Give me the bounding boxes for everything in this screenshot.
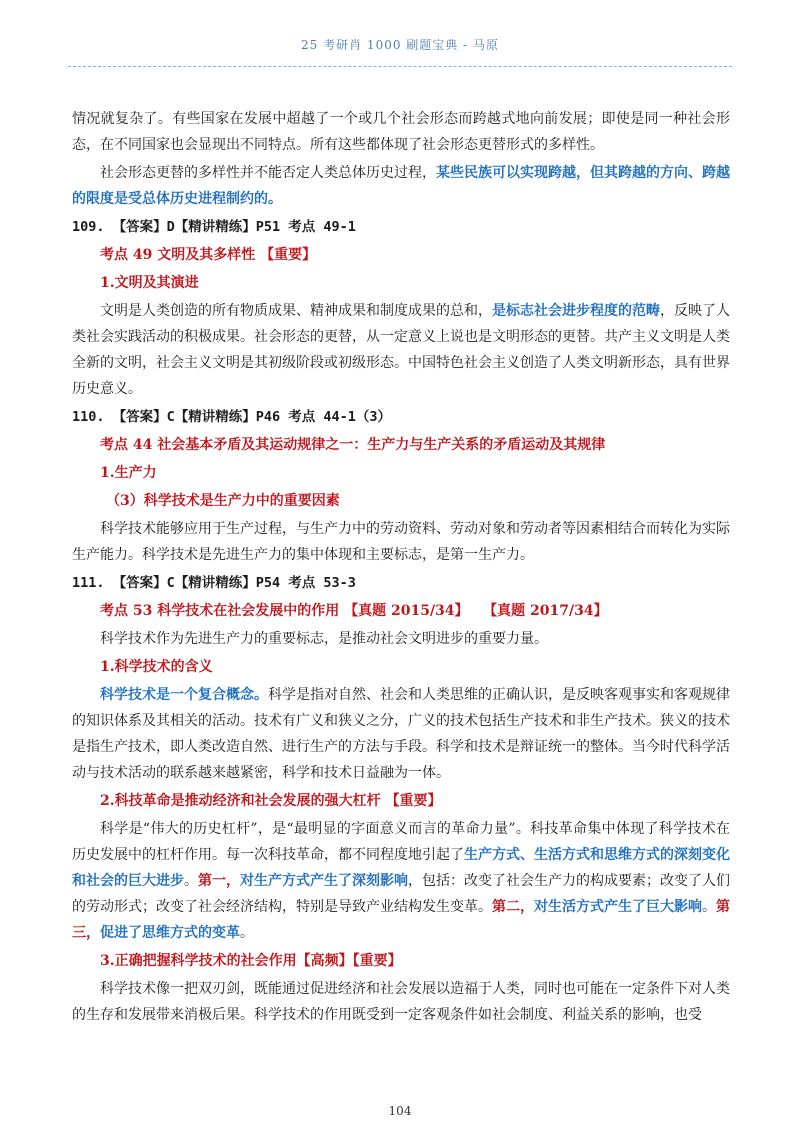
answer-line-109: 109. 【答案】D【精讲精练】P51 考点 49-1 — [72, 219, 356, 235]
importance-tag: 【重要】 — [352, 953, 402, 969]
subsection-heading: 1.文明及其演进 — [100, 275, 199, 291]
text: 社会形态更替的多样性并不能否定人类总体历史过程， — [100, 165, 436, 181]
subsection-heading: 1.生产力 — [100, 465, 157, 481]
text: ，反映了人类社会实践活动的积极成果。社会形态的更替，从一定意义上说也是文明形态的更替。共产主义文明是人类全新的文明，社会主义文明是其初级阶段或初级形态。中国特色社会主义创造了人类文明新形态，具有世界历史意义。 — [72, 303, 730, 397]
header-divider — [68, 66, 732, 67]
exam-tag: 【真题 2017/34】 — [483, 603, 608, 619]
paragraph: 科学技术作为先进生产力的重要标志，是推动社会文明进步的重要力量。 — [100, 631, 548, 647]
paragraph — [72, 298, 730, 402]
paragraph: 科学技术能够应用于生产过程，与生产力中的劳动资料、劳动对象和劳动者等因素相结合而转化为实际生产能力。科学技术是先进生产力的集中体现和主要标志，是第一生产力。 — [72, 521, 730, 563]
paragraph: 情况就复杂了。有些国家在发展中超越了一个或几个社会形态而跨越式地向前发展；即使是同一种社会形态，在不同国家也会显现出不同特点。所有这些都体现了社会形态更替形式的多样性。 — [72, 111, 730, 153]
highlight-text: 促进了思维方式的变革 — [100, 925, 240, 941]
subsection-heading — [100, 788, 730, 814]
page-header: 25 考研肖 1000 刷题宝典 - 马原 — [301, 38, 499, 52]
heading-text: 考点 53 科学技术在社会发展中的作用 — [100, 603, 345, 619]
highlight-text: 是标志社会进步程度的范畴 — [492, 303, 660, 319]
text: 科学是指对自然、社会和人类思维的正确认识，是反映客观事实和客观规律的知识体系及其相关的活动。技术有广义和狭义之分，广义的技术包括生产技术和非生产技术。狭义的技术是指生产技术，即人类改造自然、进行生产的方法与手段。科学和技术是辩证统一的整体。当今时代科学活动与技术活动的联系越来越紧密，科学和技术日益融为一体。 — [72, 687, 730, 781]
text: 科学是“伟大的历史杠杆”，是“最明显的字面意义而言的革命力量”。科技革命集中体现了科学技术在历史发展中的杠杆作用。每一次科技革命，都不同程度地引起了 — [72, 821, 730, 863]
subsection-heading — [100, 948, 730, 974]
text: 。 — [240, 925, 254, 941]
paragraph — [72, 682, 730, 786]
text: 。 — [702, 899, 716, 915]
paragraph — [72, 160, 730, 212]
highlight-text: 生产方式、生活方式和思维方式的深刻变化和社会的巨大进步 — [72, 847, 730, 889]
ordinal-text: 第一， — [198, 873, 240, 889]
text: ，包括：改变了社会生产力的构成要素；改变了人们的劳动形式；改变了社会经济结构，特别是导致产业结构发生变革。 — [72, 873, 730, 915]
text: 文明是人类创造的所有物质成果、精神成果和制度成果的总和， — [100, 303, 492, 319]
answer-line-110: 110. 【答案】C【精讲精练】P46 考点 44-1（3） — [72, 409, 392, 425]
highlight-text: 某些民族可以实现跨越，但其跨越的方向、跨越的限度是受总体历史进程制约的。 — [72, 165, 730, 207]
subsection-heading: （3）科学技术是生产力中的重要因素 — [106, 493, 340, 509]
heading-text: 2.科技革命是推动经济和社会发展的强大杠杆 — [100, 793, 386, 809]
subsection-heading: 1.科学技术的含义 — [100, 659, 213, 675]
importance-tag: 【重要】 — [385, 793, 442, 809]
heading-text: 考点 49 文明及其多样性 — [100, 247, 261, 263]
page-number: 104 — [388, 1104, 412, 1118]
section-heading — [100, 242, 730, 268]
answer-line-111: 111. 【答案】C【精讲精练】P54 考点 53-3 — [72, 575, 356, 591]
ordinal-text: 第三， — [72, 899, 730, 941]
section-heading: 考点 44 社会基本矛盾及其运动规律之一：生产力与生产关系的矛盾运动及其规律 — [100, 437, 606, 453]
text: 。 — [184, 873, 198, 889]
ordinal-text: 第二， — [492, 899, 534, 915]
frequency-tag: 【高频】 — [296, 953, 353, 969]
heading-text: 3.正确把握科学技术的社会作用 — [100, 953, 297, 969]
page-content — [72, 106, 730, 1030]
paragraph: 科学技术像一把双刃剑，既能通过促进经济和社会发展以造福于人类，同时也可能在一定条件下对人类的生存和发展带来消极后果。科学技术的作用既受到一定客观条件如社会制度、利益关系的影响，也受 — [72, 981, 730, 1023]
highlight-text: 对生产方式产生了深刻影响 — [240, 873, 408, 889]
highlight-text: 科学技术是一个复合概念。 — [100, 687, 268, 703]
importance-tag: 【重要】 — [260, 247, 317, 263]
highlight-text: 对生活方式产生了巨大影响 — [534, 899, 702, 915]
paragraph — [72, 816, 730, 946]
section-heading — [100, 598, 730, 624]
exam-tag: 【真题 2015/34】 — [344, 603, 469, 619]
